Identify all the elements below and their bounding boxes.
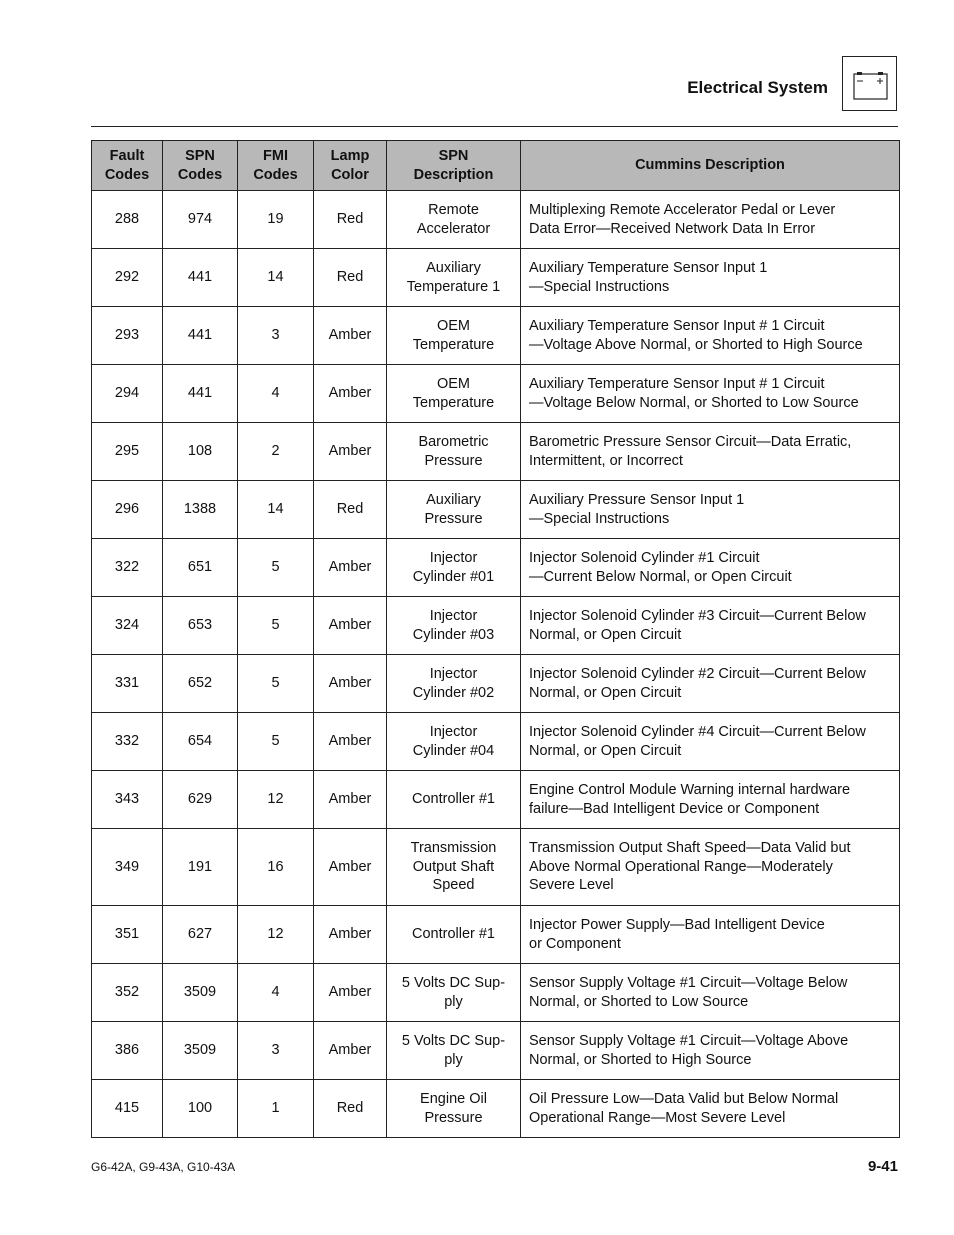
fault-code-cell: 343 [92,771,163,829]
cell-line: Auxiliary Pressure Sensor Input 1 [529,492,745,508]
table-header-row [92,141,900,191]
cell-line: Controller #1 [411,791,495,808]
cell-line: Auxiliary Temperature Sensor Input # 1 Circuit [529,318,825,334]
fmi-code-cell: 14 [238,249,314,307]
table-row [92,655,900,713]
footer-models: G6-42A, G9-43A, G10-43A [91,1160,236,1174]
fmi-code-cell: 16 [238,829,314,906]
cell-line: Remote [428,202,479,218]
spn-description-cell [387,597,521,655]
fault-code-cell: 332 [92,713,163,771]
cell-line: Controller #1 [411,926,495,943]
cell-line: Pressure [424,452,483,469]
cell-line: OEM [436,318,471,334]
cell-line: Cylinder #02 [412,684,495,701]
fault-code-cell: 351 [92,906,163,964]
fmi-code-cell: 12 [238,906,314,964]
cell-line: —Voltage Above Normal, or Shorted to High Source [529,336,863,353]
cell-line: Cylinder #04 [412,742,495,759]
cell-line: OEM [436,376,471,392]
cell-line: Severe Level [529,877,614,894]
cell-line: Temperature [412,336,495,353]
table-row [92,771,900,829]
cell-line: Sensor Supply Voltage #1 Circuit—Voltage Above [529,1033,849,1049]
cell-line: Pressure [424,510,483,527]
cell-line: Accelerator [416,220,491,237]
cell-line: Operational Range—Most Severe Level [529,1109,786,1126]
table-body [92,191,900,1138]
lamp-color-cell: Amber [314,365,387,423]
fmi-code-cell: 4 [238,964,314,1022]
cummins-description-cell [521,191,900,249]
cell-line: Normal, or Open Circuit [529,742,682,759]
lamp-color-cell: Red [314,191,387,249]
cell-line: ply [444,993,463,1010]
fmi-codes-header [238,141,314,191]
spn-code-cell: 629 [163,771,238,829]
spn-description-cell [387,655,521,713]
cell-line: Cylinder #01 [412,568,495,585]
lamp-color-cell: Amber [314,423,387,481]
spn-code-cell: 3509 [163,1022,238,1080]
fmi-code-cell: 12 [238,771,314,829]
fault-code-cell: 295 [92,423,163,481]
table-row [92,906,900,964]
cell-line: Pressure [424,1109,483,1126]
cell-line: Normal, or Open Circuit [529,684,682,701]
lamp-color-cell: Red [314,481,387,539]
cummins-description-cell [521,771,900,829]
cell-line: ply [444,1051,463,1068]
cell-line: Speed [432,877,475,894]
fault-code-cell: 322 [92,539,163,597]
spn-code-cell: 651 [163,539,238,597]
fmi-code-cell: 2 [238,423,314,481]
cummins-description-header [521,141,900,191]
table-row [92,1080,900,1138]
cummins-description-cell [521,597,900,655]
table-row [92,713,900,771]
table-row [92,191,900,249]
fault-code-cell: 293 [92,307,163,365]
cell-line: Codes [253,166,298,183]
fault-code-cell: 386 [92,1022,163,1080]
cell-line: Output Shaft [412,858,495,875]
cell-line: —Special Instructions [529,510,670,527]
spn-description-cell [387,829,521,906]
cummins-description-cell [521,906,900,964]
cell-line: Injector [429,724,478,740]
spn-code-cell: 441 [163,249,238,307]
cummins-description-cell [521,713,900,771]
spn-description-cell [387,906,521,964]
spn-code-cell: 3509 [163,964,238,1022]
cummins-description-cell [521,539,900,597]
spn-code-cell: 441 [163,365,238,423]
cummins-description-cell [521,964,900,1022]
fault-code-cell: 288 [92,191,163,249]
table-row [92,249,900,307]
table-row [92,365,900,423]
lamp-color-cell: Amber [314,597,387,655]
spn-code-cell: 627 [163,906,238,964]
cell-line: Codes [177,166,223,183]
cell-line: 5 Volts DC Sup- [401,1033,506,1049]
spn-code-cell: 108 [163,423,238,481]
cell-line: Normal, or Shorted to High Source [529,1051,752,1068]
fmi-code-cell: 1 [238,1080,314,1138]
spn-code-cell: 100 [163,1080,238,1138]
cell-line: FMI [263,148,288,164]
spn-code-cell: 652 [163,655,238,713]
cell-line: Cummins Description [635,157,785,174]
cummins-description-cell [521,1080,900,1138]
cell-line: SPN [185,148,215,164]
fmi-code-cell: 14 [238,481,314,539]
cell-line: Temperature [412,394,495,411]
fmi-code-cell: 4 [238,365,314,423]
cummins-description-cell [521,365,900,423]
fault-codes-header [92,141,163,191]
lamp-color-cell: Amber [314,964,387,1022]
lamp-color-cell: Amber [314,539,387,597]
lamp-color-cell: Amber [314,713,387,771]
cell-line: Auxiliary Temperature Sensor Input 1 [529,260,768,276]
spn-description-cell [387,481,521,539]
spn-code-cell: 654 [163,713,238,771]
lamp-color-header [314,141,387,191]
cell-line: Auxiliary [426,260,481,276]
cummins-description-cell [521,481,900,539]
lamp-color-cell: Amber [314,1022,387,1080]
cummins-description-cell [521,307,900,365]
header-rule [91,126,898,127]
fault-code-cell: 296 [92,481,163,539]
fault-code-cell: 324 [92,597,163,655]
section-title: Electrical System [687,78,828,97]
cummins-description-cell [521,655,900,713]
table-row [92,423,900,481]
fmi-code-cell: 3 [238,1022,314,1080]
cell-line: 5 Volts DC Sup- [401,975,506,991]
spn-description-cell [387,423,521,481]
spn-description-cell [387,771,521,829]
cell-line: Normal, or Open Circuit [529,626,682,643]
spn-description-cell [387,1022,521,1080]
spn-description-cell [387,964,521,1022]
lamp-color-cell: Amber [314,906,387,964]
cell-line: Injector Solenoid Cylinder #4 Circuit—Current Below [529,724,866,740]
table-row [92,481,900,539]
lamp-color-cell: Red [314,249,387,307]
cell-line: Oil Pressure Low—Data Valid but Below Normal [529,1091,839,1107]
fmi-code-cell: 5 [238,539,314,597]
cell-line: Injector [429,608,478,624]
fault-code-cell: 415 [92,1080,163,1138]
spn-description-cell [387,307,521,365]
spn-description-cell [387,365,521,423]
spn-description-header [387,141,521,191]
cummins-description-cell [521,829,900,906]
cell-line: —Current Below Normal, or Open Circuit [529,568,792,585]
fault-code-cell: 292 [92,249,163,307]
cell-line: Injector Power Supply—Bad Intelligent Device [529,917,825,933]
cell-line: Transmission Output Shaft Speed—Data Valid but [529,840,851,857]
spn-description-cell [387,713,521,771]
spn-code-cell: 974 [163,191,238,249]
fault-code-table [91,140,900,1138]
cell-line: Lamp [330,148,370,164]
battery-icon [843,57,896,110]
fmi-code-cell: 19 [238,191,314,249]
cell-line: or Component [529,935,621,952]
cell-line: Transmission [410,840,497,857]
cell-line: Multiplexing Remote Accelerator Pedal or Lever [529,202,836,218]
cell-line: Codes [104,166,150,183]
fault-code-cell: 331 [92,655,163,713]
spn-code-cell: 191 [163,829,238,906]
cell-line: Engine Control Module Warning internal hardware [529,782,851,798]
lamp-color-cell: Amber [314,655,387,713]
table-row [92,964,900,1022]
fmi-code-cell: 3 [238,307,314,365]
fmi-code-cell: 5 [238,597,314,655]
cell-line: failure—Bad Intelligent Device or Component [529,800,820,817]
spn-codes-header [163,141,238,191]
table-row [92,1022,900,1080]
spn-description-cell [387,191,521,249]
cell-line: Barometric Pressure Sensor Circuit—Data Erratic, [529,434,852,450]
spn-description-cell [387,1080,521,1138]
cell-line: Engine Oil [420,1091,487,1107]
spn-description-cell [387,539,521,597]
cell-line: Cylinder #03 [412,626,495,643]
cummins-description-cell [521,1022,900,1080]
fault-code-cell: 349 [92,829,163,906]
page-number: 9-41 [867,1158,898,1175]
lamp-color-cell: Amber [314,307,387,365]
cell-line: Normal, or Shorted to Low Source [529,993,749,1010]
spn-description-cell [387,249,521,307]
table-row [92,597,900,655]
fault-code-cell: 294 [92,365,163,423]
table-row [92,307,900,365]
cell-line: Injector [429,666,478,682]
cell-line: Intermittent, or Incorrect [529,452,683,469]
cell-line: Auxiliary [426,492,481,508]
cummins-description-cell [521,423,900,481]
battery-icon-box [842,56,897,111]
cell-line: Data Error—Received Network Data In Error [529,220,816,237]
spn-code-cell: 653 [163,597,238,655]
cell-line: —Voltage Below Normal, or Shorted to Low Source [529,394,859,411]
cell-line: Auxiliary Temperature Sensor Input # 1 Circuit [529,376,825,392]
cell-line: Injector Solenoid Cylinder #3 Circuit—Current Below [529,608,866,624]
spn-code-cell: 441 [163,307,238,365]
table-row [92,539,900,597]
lamp-color-cell: Amber [314,829,387,906]
cell-line: —Special Instructions [529,278,670,295]
cell-line: Color [331,166,369,183]
fmi-code-cell: 5 [238,655,314,713]
cell-line: Injector Solenoid Cylinder #2 Circuit—Current Below [529,666,866,682]
cell-line: Above Normal Operational Range—Moderately [529,858,833,875]
cell-line: Temperature 1 [406,278,501,295]
cell-line: Fault [109,148,145,164]
fault-code-cell: 352 [92,964,163,1022]
table-row [92,829,900,906]
cummins-description-cell [521,249,900,307]
lamp-color-cell: Red [314,1080,387,1138]
lamp-color-cell: Amber [314,771,387,829]
cell-line: Sensor Supply Voltage #1 Circuit—Voltage Below [529,975,848,991]
fmi-code-cell: 5 [238,713,314,771]
cell-line: Injector [429,550,478,566]
cell-line: Barometric [418,434,489,450]
spn-code-cell: 1388 [163,481,238,539]
cell-line: Description [413,166,494,183]
cell-line: SPN [438,148,469,164]
cell-line: Injector Solenoid Cylinder #1 Circuit [529,550,760,566]
